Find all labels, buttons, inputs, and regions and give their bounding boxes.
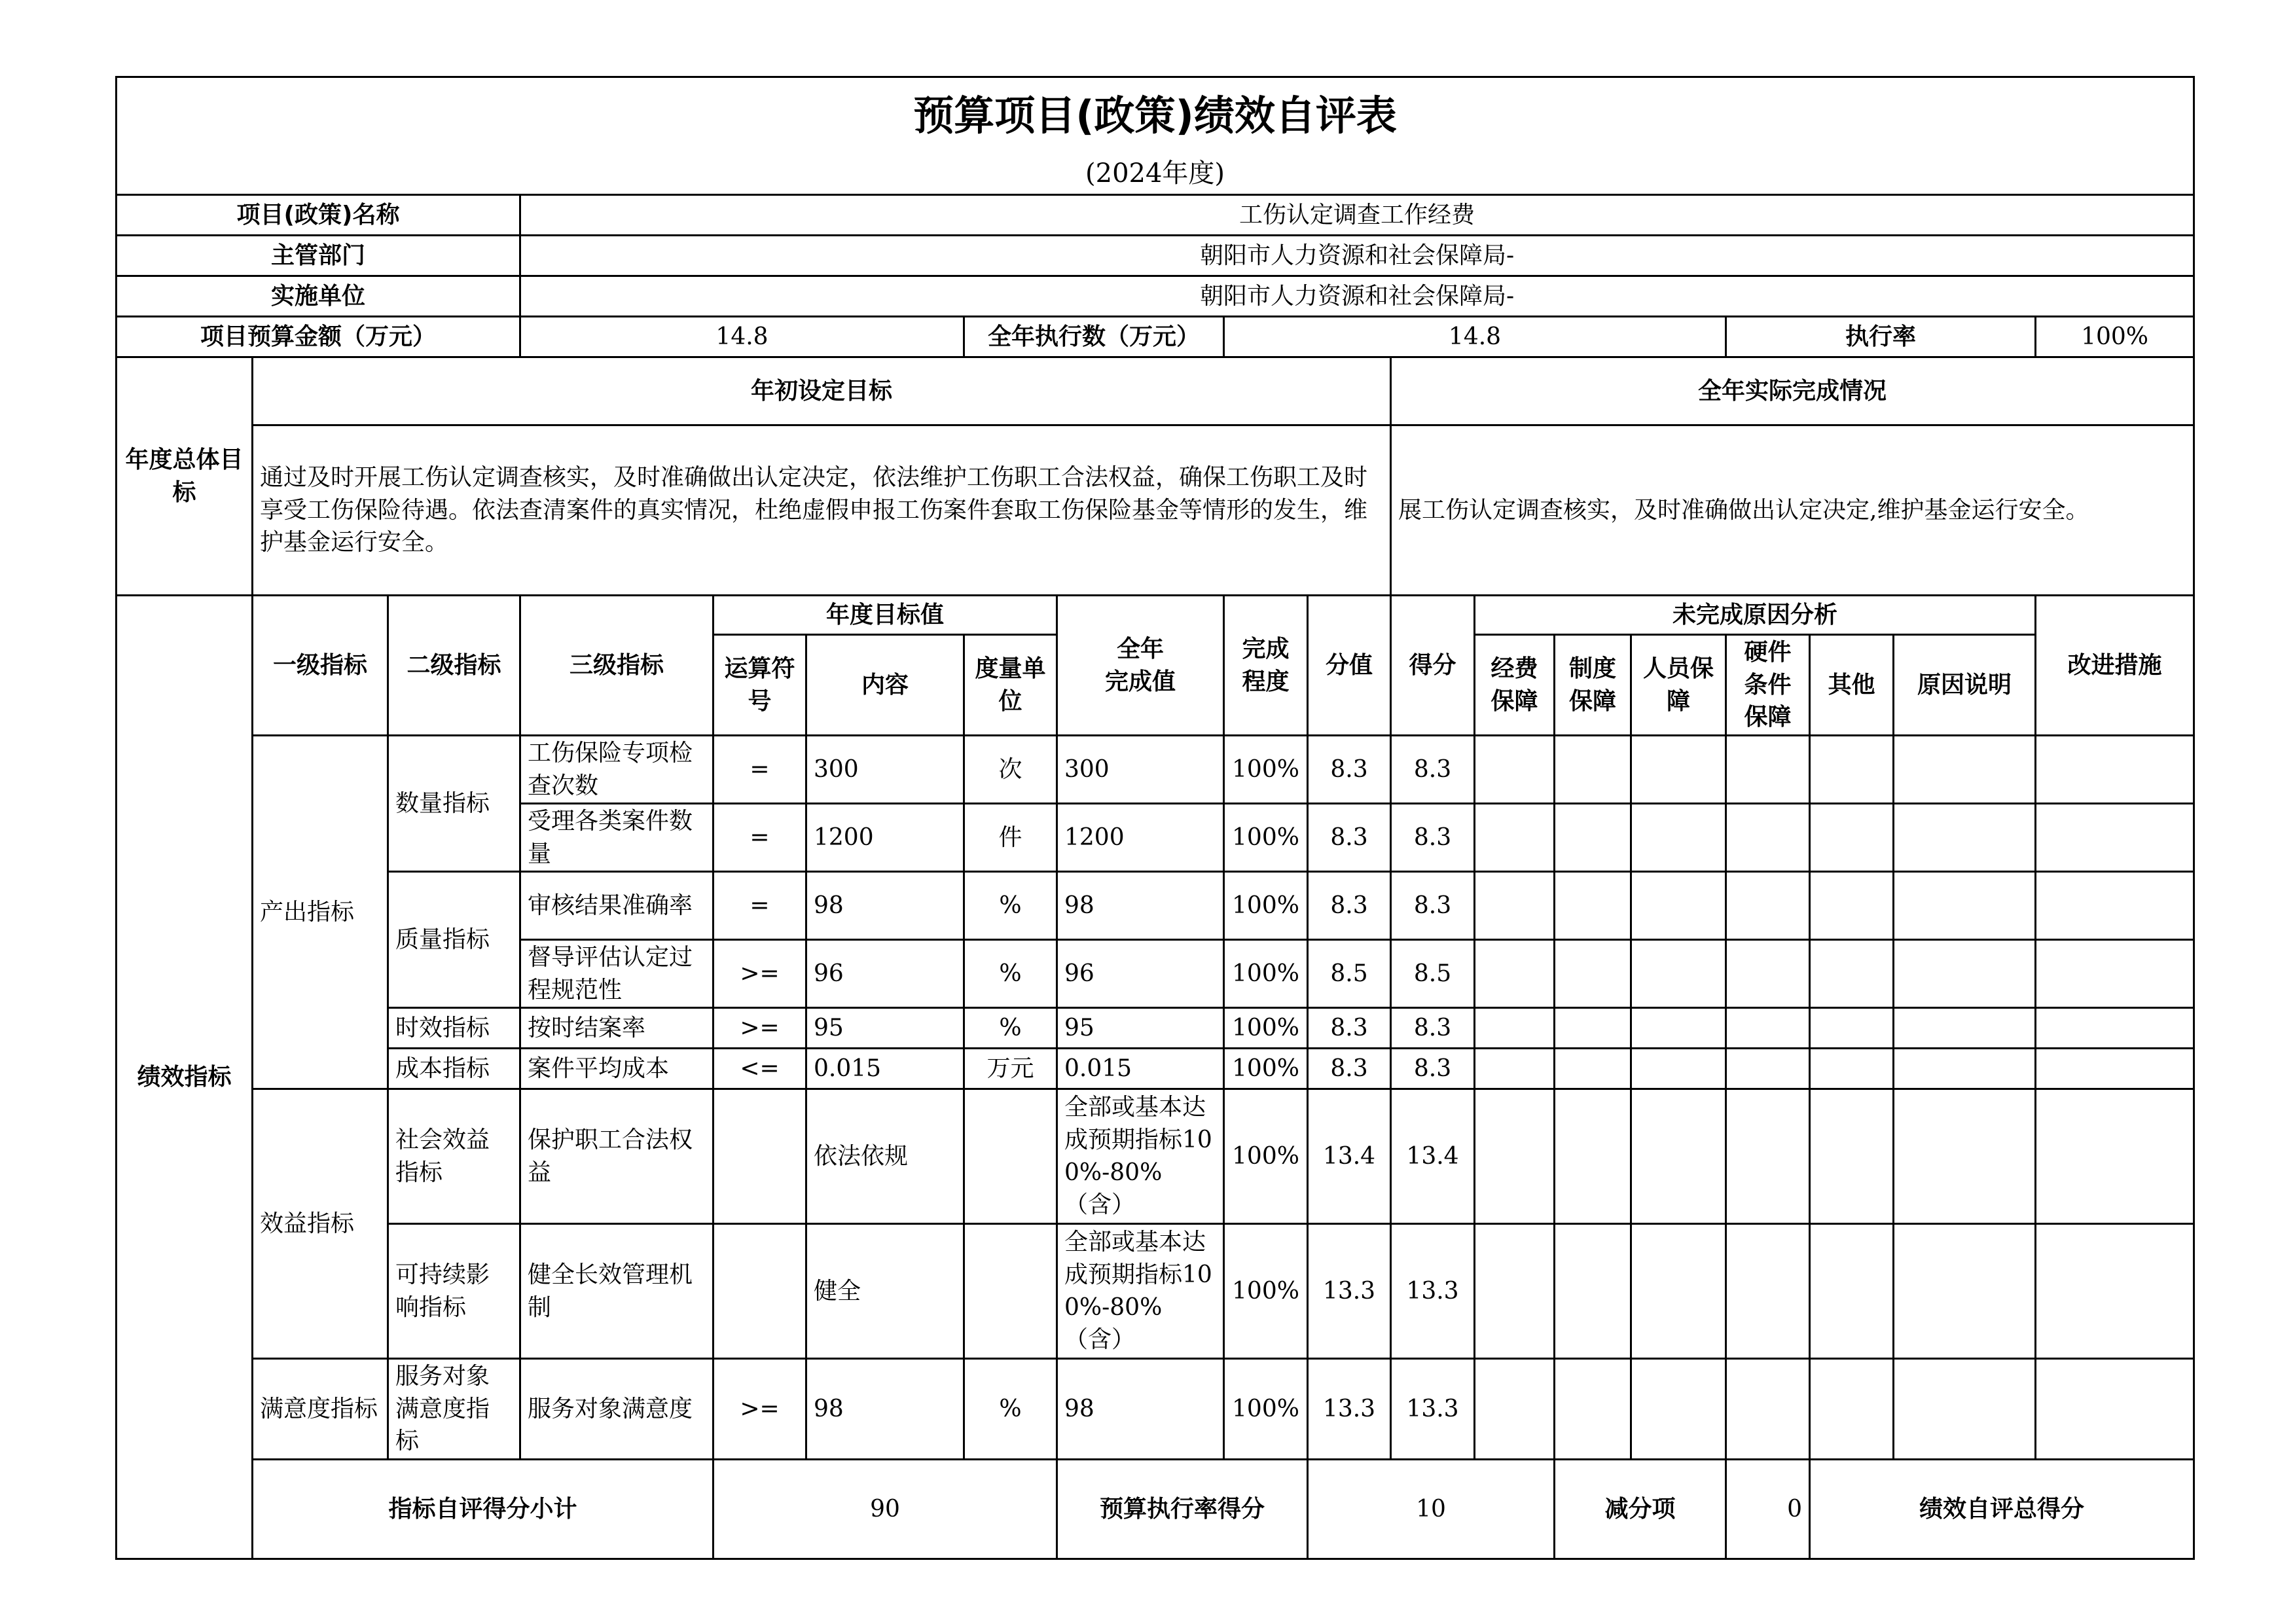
exec-value: 14.8 <box>1224 317 1726 357</box>
indicator-score: 8.3 <box>1391 736 1475 804</box>
header-completion: 完成程度 <box>1224 596 1308 736</box>
header-reason-group: 未完成原因分析 <box>1475 596 2036 635</box>
reason-cell <box>1475 940 1555 1008</box>
subgroup-social: 社会效益指标 <box>388 1089 520 1224</box>
improve-cell <box>2036 804 2194 872</box>
header-content: 内容 <box>806 635 964 736</box>
subgroup-timeliness: 时效指标 <box>388 1008 520 1049</box>
reason-cell <box>1810 940 1894 1008</box>
indicator-score: 8.3 <box>1391 1008 1475 1049</box>
reason-cell <box>1726 1359 1810 1460</box>
reason-cell <box>1894 736 2036 804</box>
header-reason-note: 原因说明 <box>1894 635 2036 736</box>
reason-cell <box>1475 1224 1555 1359</box>
indicator-unit <box>964 1089 1057 1224</box>
indicator-name: 督导评估认定过程规范性 <box>520 940 714 1008</box>
reason-cell <box>1726 940 1810 1008</box>
indicator-target: 96 <box>806 940 964 1008</box>
reason-cell <box>1810 1049 1894 1089</box>
improve-cell <box>2036 1008 2194 1049</box>
reason-cell <box>1555 1008 1631 1049</box>
subgroup-service: 服务对象满意度指标 <box>388 1359 520 1460</box>
improve-cell <box>2036 736 2194 804</box>
indicator-weight: 13.3 <box>1308 1224 1391 1359</box>
reason-cell <box>1631 872 1726 940</box>
indicator-target: 依法依规 <box>806 1089 964 1224</box>
indicator-completion: 100% <box>1224 1008 1308 1049</box>
exec-rate-label: 执行率 <box>1726 317 2036 357</box>
reason-cell <box>1631 1008 1726 1049</box>
indicator-unit: 次 <box>964 736 1057 804</box>
deduct-value: 0 <box>1726 1460 1810 1559</box>
reason-cell <box>1475 804 1555 872</box>
reason-cell <box>1810 872 1894 940</box>
indicator-name: 工伤保险专项检查次数 <box>520 736 714 804</box>
reason-cell <box>1555 1224 1631 1359</box>
header-reason-staff: 人员保障 <box>1631 635 1726 736</box>
improve-cell <box>2036 872 2194 940</box>
reason-cell <box>1726 804 1810 872</box>
indicator-weight: 8.3 <box>1308 736 1391 804</box>
header-improve: 改进措施 <box>2036 596 2194 736</box>
header-reason-other: 其他 <box>1810 635 1894 736</box>
indicator-target: 98 <box>806 872 964 940</box>
unit-value: 朝阳市人力资源和社会保障局- <box>520 276 2194 317</box>
subtotal-value: 90 <box>714 1460 1057 1559</box>
reason-cell <box>1894 940 2036 1008</box>
indicator-score: 13.4 <box>1391 1089 1475 1224</box>
indicator-score: 8.5 <box>1391 940 1475 1008</box>
indicator-actual: 0.015 <box>1057 1049 1224 1089</box>
indicator-completion: 100% <box>1224 804 1308 872</box>
reason-cell <box>1894 1008 2036 1049</box>
reason-cell <box>1631 940 1726 1008</box>
indicator-completion: 100% <box>1224 1049 1308 1089</box>
header-level1: 一级指标 <box>253 596 388 736</box>
reason-cell <box>1555 1049 1631 1089</box>
header-unit: 度量单位 <box>964 635 1057 736</box>
group-output: 产出指标 <box>253 736 388 1089</box>
indicator-target: 1200 <box>806 804 964 872</box>
indicator-operator: >= <box>714 940 806 1008</box>
indicator-operator: >= <box>714 1359 806 1460</box>
header-actual: 全年 完成值 <box>1057 596 1224 736</box>
indicator-operator <box>714 1224 806 1359</box>
indicator-name: 按时结案率 <box>520 1008 714 1049</box>
project-name-label: 项目(政策)名称 <box>117 195 520 236</box>
indicator-unit: 件 <box>964 804 1057 872</box>
reason-cell <box>1555 872 1631 940</box>
reason-cell <box>1810 804 1894 872</box>
improve-cell <box>2036 1224 2194 1359</box>
indicators-label: 绩效指标 <box>117 596 253 1559</box>
reason-cell <box>1726 1224 1810 1359</box>
indicator-unit: % <box>964 1359 1057 1460</box>
subgroup-sustain: 可持续影响指标 <box>388 1224 520 1359</box>
indicator-weight: 8.3 <box>1308 872 1391 940</box>
indicator-operator: <= <box>714 1049 806 1089</box>
deduct-label: 减分项 <box>1555 1460 1726 1559</box>
indicator-score: 8.3 <box>1391 872 1475 940</box>
indicator-actual: 96 <box>1057 940 1224 1008</box>
reason-cell <box>1631 1049 1726 1089</box>
header-weight: 分值 <box>1308 596 1391 736</box>
indicator-target: 健全 <box>806 1224 964 1359</box>
indicator-unit <box>964 1224 1057 1359</box>
improve-cell <box>2036 1049 2194 1089</box>
indicator-score: 8.3 <box>1391 1049 1475 1089</box>
reason-cell <box>1631 1089 1726 1224</box>
subtotal-label: 指标自评得分小计 <box>253 1460 714 1559</box>
reason-cell <box>1810 1008 1894 1049</box>
indicator-score: 13.3 <box>1391 1359 1475 1460</box>
reason-cell <box>1631 736 1726 804</box>
budget-score-value: 10 <box>1308 1460 1555 1559</box>
reason-cell <box>1810 1359 1894 1460</box>
reason-cell <box>1475 872 1555 940</box>
indicator-target: 300 <box>806 736 964 804</box>
indicator-completion: 100% <box>1224 1089 1308 1224</box>
indicator-operator: = <box>714 804 806 872</box>
indicator-name: 审核结果准确率 <box>520 872 714 940</box>
indicator-target: 98 <box>806 1359 964 1460</box>
annual-goal-label: 年度总体目标 <box>117 357 253 596</box>
planned-goal-text: 通过及时开展工伤认定调查核实，及时准确做出认定决定，依法维护工伤职工合法权益，确保工伤职工及时享受工伤保险待遇。依法查清案件的真实情况，杜绝虚假申报工伤案件套取工伤保险基金等情形的发生，维护基金运行安全。 <box>253 425 1391 596</box>
reason-cell <box>1894 804 2036 872</box>
dept-label: 主管部门 <box>117 236 520 276</box>
indicator-name: 健全长效管理机制 <box>520 1224 714 1359</box>
indicator-weight: 8.5 <box>1308 940 1391 1008</box>
reason-cell <box>1475 736 1555 804</box>
planned-goal-header: 年初设定目标 <box>253 357 1391 425</box>
indicator-name: 服务对象满意度 <box>520 1359 714 1460</box>
header-reason-hardware: 硬件条件保障 <box>1726 635 1810 736</box>
reason-cell <box>1810 736 1894 804</box>
group-satisfaction: 满意度指标 <box>253 1359 388 1460</box>
header-reason-system: 制度保障 <box>1555 635 1631 736</box>
reason-cell <box>1726 1089 1810 1224</box>
indicator-unit: % <box>964 940 1057 1008</box>
indicator-operator: >= <box>714 1008 806 1049</box>
indicator-actual: 300 <box>1057 736 1224 804</box>
exec-rate-value: 100% <box>2036 317 2194 357</box>
reason-cell <box>1810 1089 1894 1224</box>
reason-cell <box>1894 1089 2036 1224</box>
subgroup-quantity: 数量指标 <box>388 736 520 872</box>
reason-cell <box>1555 736 1631 804</box>
reason-cell <box>1555 804 1631 872</box>
reason-cell <box>1555 1089 1631 1224</box>
indicator-operator <box>714 1089 806 1224</box>
indicator-name: 案件平均成本 <box>520 1049 714 1089</box>
reason-cell <box>1894 872 2036 940</box>
indicator-completion: 100% <box>1224 1359 1308 1460</box>
self-evaluation-table <box>115 76 2195 1560</box>
indicator-completion: 100% <box>1224 736 1308 804</box>
unit-label: 实施单位 <box>117 276 520 317</box>
improve-cell <box>2036 1089 2194 1224</box>
total-label: 绩效自评总得分 <box>1810 1460 2194 1559</box>
indicator-weight: 8.3 <box>1308 1049 1391 1089</box>
indicator-actual: 全部或基本达成预期指标100%-80%（含） <box>1057 1089 1224 1224</box>
improve-cell <box>2036 940 2194 1008</box>
indicator-weight: 13.4 <box>1308 1089 1391 1224</box>
header-target-group: 年度目标值 <box>714 596 1057 635</box>
indicator-operator: = <box>714 736 806 804</box>
actual-goal-header: 全年实际完成情况 <box>1391 357 2194 425</box>
reason-cell <box>1726 736 1810 804</box>
reason-cell <box>1631 1224 1726 1359</box>
indicator-actual: 98 <box>1057 872 1224 940</box>
indicator-name: 受理各类案件数量 <box>520 804 714 872</box>
indicator-actual: 95 <box>1057 1008 1224 1049</box>
reason-cell <box>1726 872 1810 940</box>
header-reason-funding: 经费保障 <box>1475 635 1555 736</box>
indicator-completion: 100% <box>1224 1224 1308 1359</box>
indicator-target: 95 <box>806 1008 964 1049</box>
indicator-unit: 万元 <box>964 1049 1057 1089</box>
indicator-completion: 100% <box>1224 940 1308 1008</box>
header-level2: 二级指标 <box>388 596 520 736</box>
header-level3: 三级指标 <box>520 596 714 736</box>
reason-cell <box>1475 1089 1555 1224</box>
group-benefit: 效益指标 <box>253 1089 388 1359</box>
project-name-value: 工伤认定调查工作经费 <box>520 195 2194 236</box>
indicator-score: 13.3 <box>1391 1224 1475 1359</box>
indicator-actual: 1200 <box>1057 804 1224 872</box>
reason-cell <box>1555 940 1631 1008</box>
reason-cell <box>1894 1224 2036 1359</box>
improve-cell <box>2036 1359 2194 1460</box>
dept-value: 朝阳市人力资源和社会保障局- <box>520 236 2194 276</box>
reason-cell <box>1631 804 1726 872</box>
indicator-completion: 100% <box>1224 872 1308 940</box>
reason-cell <box>1475 1008 1555 1049</box>
exec-label: 全年执行数（万元） <box>964 317 1224 357</box>
reason-cell <box>1475 1049 1555 1089</box>
budget-score-label: 预算执行率得分 <box>1057 1460 1308 1559</box>
reason-cell <box>1726 1049 1810 1089</box>
indicator-operator: = <box>714 872 806 940</box>
indicator-unit: % <box>964 872 1057 940</box>
subgroup-cost: 成本指标 <box>388 1049 520 1089</box>
indicator-actual: 98 <box>1057 1359 1224 1460</box>
reason-cell <box>1894 1359 2036 1460</box>
indicator-weight: 8.3 <box>1308 804 1391 872</box>
indicator-target: 0.015 <box>806 1049 964 1089</box>
header-score: 得分 <box>1391 596 1475 736</box>
actual-goal-text: 展工伤认定调查核实，及时准确做出认定决定,维护基金运行安全。 <box>1391 425 2194 596</box>
indicator-score: 8.3 <box>1391 804 1475 872</box>
reason-cell <box>1894 1049 2036 1089</box>
reason-cell <box>1631 1359 1726 1460</box>
fiscal-year: (2024年度) <box>117 154 2194 195</box>
indicator-name: 保护职工合法权益 <box>520 1089 714 1224</box>
reason-cell <box>1475 1359 1555 1460</box>
page-title: 预算项目(政策)绩效自评表 <box>117 77 2194 154</box>
reason-cell <box>1726 1008 1810 1049</box>
indicator-unit: % <box>964 1008 1057 1049</box>
budget-label: 项目预算金额（万元） <box>117 317 520 357</box>
reason-cell <box>1810 1224 1894 1359</box>
indicator-weight: 8.3 <box>1308 1008 1391 1049</box>
header-operator: 运算符号 <box>714 635 806 736</box>
indicator-weight: 13.3 <box>1308 1359 1391 1460</box>
budget-value: 14.8 <box>520 317 964 357</box>
reason-cell <box>1555 1359 1631 1460</box>
subgroup-quality: 质量指标 <box>388 872 520 1008</box>
indicator-actual: 全部或基本达成预期指标100%-80%（含） <box>1057 1224 1224 1359</box>
